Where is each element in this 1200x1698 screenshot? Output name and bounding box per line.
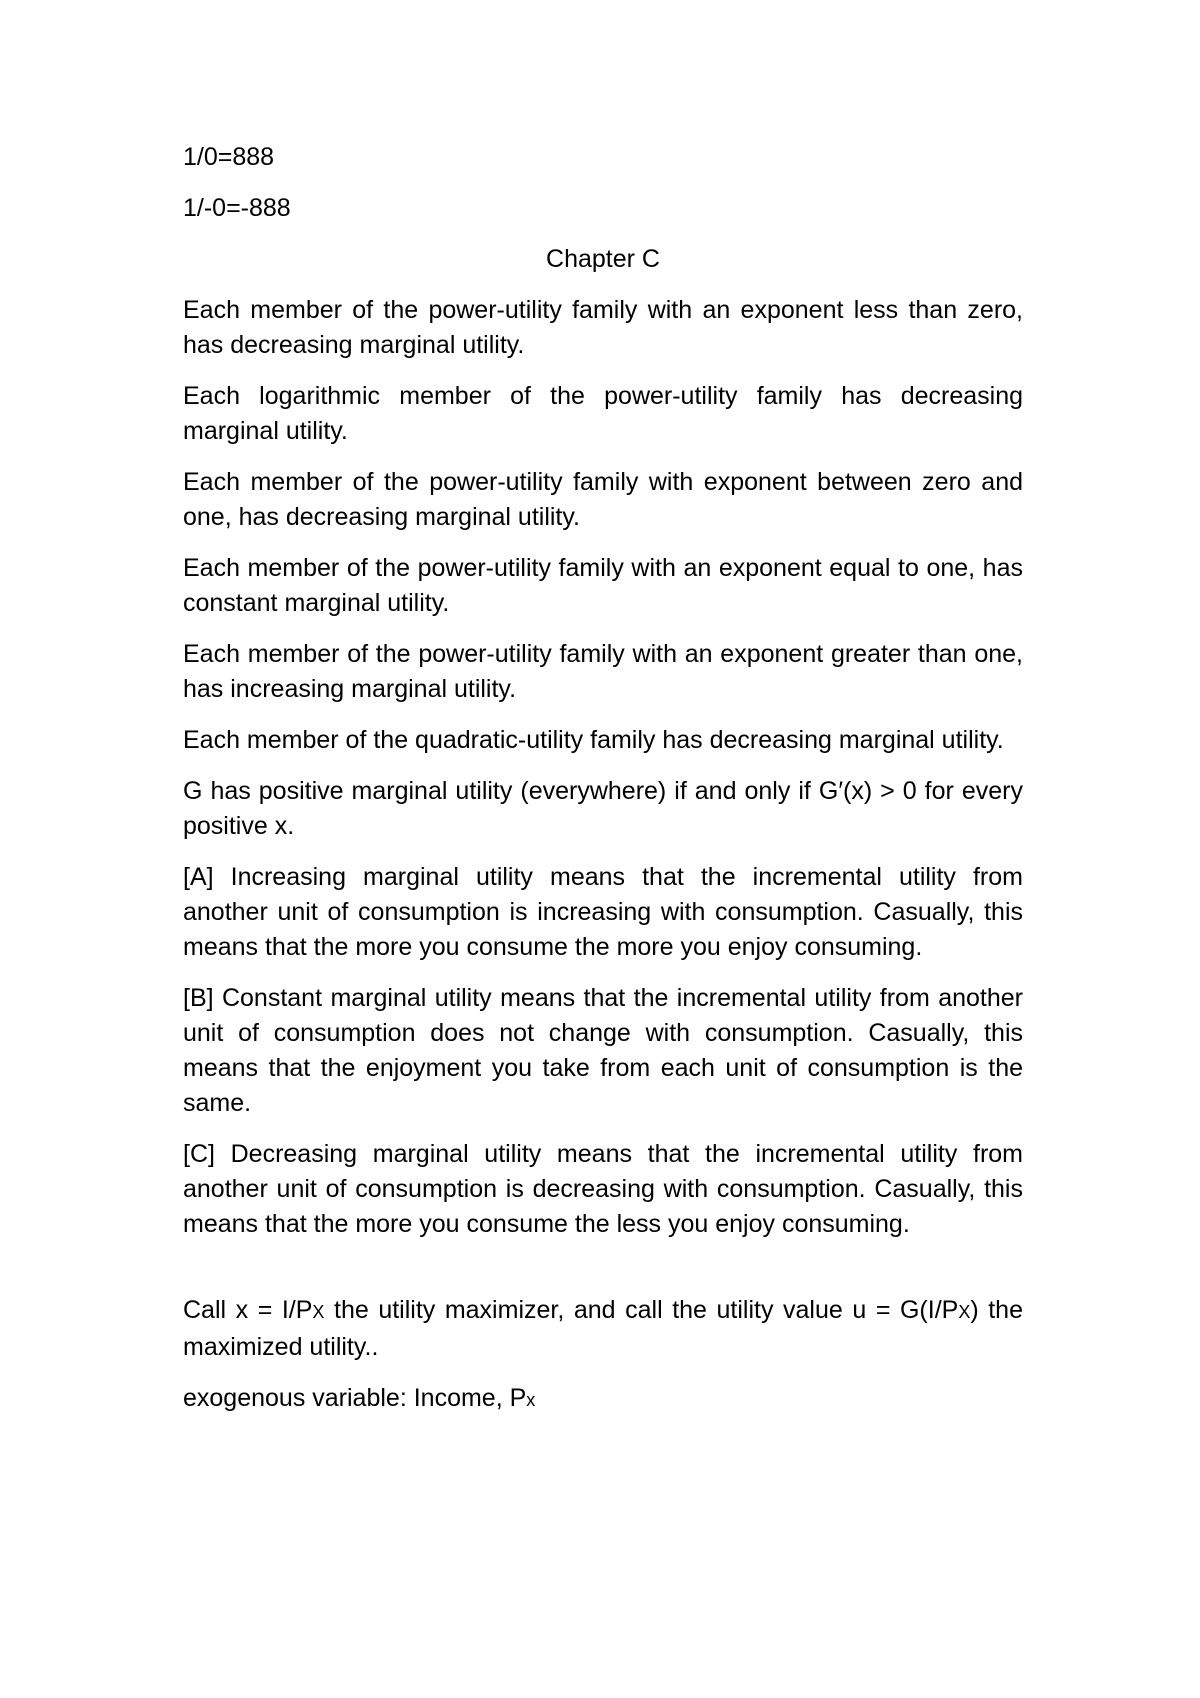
maximizer-text-2: the utility maximizer, and call the utility value u = G(I/P (324, 1296, 959, 1324)
paragraph-quadratic: Each member of the quadratic-utility family has decreasing marginal utility. (183, 726, 1004, 754)
paragraph-constant-definition: [B] Constant marginal utility means that the incremental utility from another unit of consumption does not change with consumption. Casually, this means that the enjoyment you take from each unit of consumption is the same. (183, 984, 1023, 1117)
paragraph-positive-marginal-utility: G has positive marginal utility (everywhere) if and only if G′(x) > 0 for every positive x. (183, 777, 1023, 840)
document-body (183, 140, 1023, 1434)
paragraph-exogenous-variable (183, 1381, 1023, 1418)
chapter-heading: Chapter C (546, 245, 660, 273)
paragraph-negative-exponent: Each member of the power-utility family with an exponent less than zero, has decreasing marginal utility. (183, 296, 1023, 359)
maximizer-text-3: ) the maximized utility.. (183, 1296, 1023, 1361)
maximizer-subscript-1: X (312, 1302, 325, 1322)
paragraph-exponent-one: Each member of the power-utility family with an exponent equal to one, has constant marginal utility. (183, 554, 1023, 617)
maximizer-subscript-2: X (958, 1302, 971, 1322)
exogenous-text: exogenous variable: Income, P (183, 1384, 527, 1412)
paragraph-decreasing-definition: [C] Decreasing marginal utility means that the incremental utility from another unit of consumption is decreasing with consumption. Casually, this means that the more you consume the less you enjoy consuming. (183, 1140, 1023, 1238)
division-line-negative: 1/-0=-888 (183, 194, 291, 222)
paragraph-utility-maximizer (183, 1293, 1023, 1365)
exogenous-subscript: x (526, 1390, 536, 1410)
paragraph-increasing-definition: [A] Increasing marginal utility means that the incremental utility from another unit of consumption is increasing with consumption. Casually, this means that the more you consume the more you enjoy consuming. (183, 863, 1023, 961)
paragraph-exponent-zero-one: Each member of the power-utility family with exponent between zero and one, has decreasing marginal utility. (183, 468, 1023, 531)
paragraph-logarithmic: Each logarithmic member of the power-utility family has decreasing marginal utility. (183, 382, 1023, 445)
division-line-positive: 1/0=888 (183, 143, 275, 171)
blank-gap (183, 1258, 1023, 1293)
paragraph-exponent-greater-one: Each member of the power-utility family with an exponent greater than one, has increasing marginal utility. (183, 640, 1023, 703)
maximizer-text-1: Call x = I/P (183, 1296, 313, 1324)
